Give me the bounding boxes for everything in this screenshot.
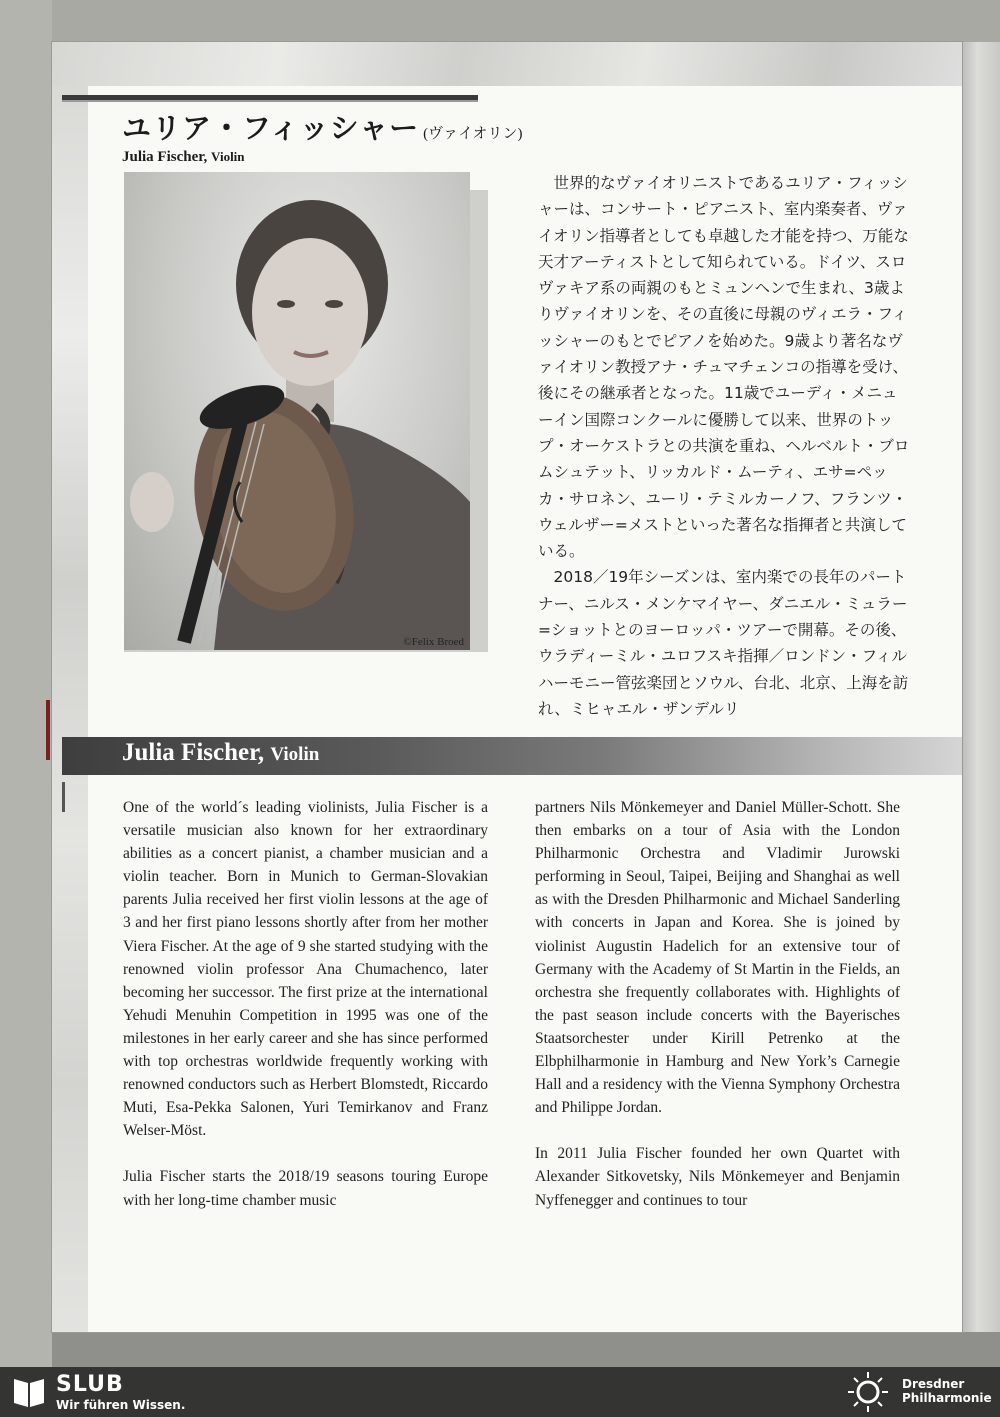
scan-background-top <box>0 0 1000 42</box>
slub-tagline: Wir führen Wissen. <box>56 1398 186 1412</box>
philharmonie-logo-icon <box>840 1370 896 1414</box>
biography-en-paragraph-1: One of the world´s leading violinists, Julia Fischer is a versatile musician also known for her extraordinary abilities as a concert pianist, a chamber musician and a violin teacher. Born in Munich to German-Slovakian parents Julia received her first violin lessons at the age of 3 and her first piano lessons shortly after from her mother Viera Fischer. At the age of 9 she started studying with the renowned violin professor Ana Chumachenco, later becoming her successor. The first prize at the international Yehudi Menuhin Competition in 1995 was one of the milestones in her early career and she has since performed with top orchestras worldwide frequently working with renowned conductors such as Herbert Blomstedt, Riccardo Muti, Esa-Pekka Salonen, Yuri Temirkanov and Franz Welser-Möst. <box>123 799 488 1140</box>
biography-en-paragraph-3: partners Nils Mönkemeyer and Daniel Müller-Schott. She then embarks on a tour of Asia with the London Philharmonic Orchestra and Vladimir Jurowski performing in Seoul, Taipei, Beijing and Shanghai as well as with the Dresden Philharmonic and Michael Sanderling with concerts in Japan and Korea. She is joined by violinist Augustin Hadelich for an extensive tour of Germany with the Academy of St Martin in the Fields, an orchestra she frequently collaborates with. Highlights of the past season include concerts with the Bayerisches Staatsorchester under Kirill Petrenko at the Elbphilharmonie in Hamburg and New York’s Carnegie Hall and a residency with the Vienna Symphony Orchestra and Philippe Jordan. <box>535 799 900 1117</box>
biography-en-left-column <box>123 796 488 1235</box>
portrait-illustration <box>124 172 470 650</box>
partner-name-line-2: Philharmonie <box>902 1391 992 1405</box>
biography-jp-paragraph-2: 2018／19年シーズンは、室内楽での長年のパートナー、ニルス・メンケマイヤー、ダニエル・ミュラー=ショットとのヨーロッパ・ツアーで開幕。その後、ウラディーミル・ユロフスキ指揮／ロンドン・フィルハーモニー管弦楽団とソウル、台北、北京、上海を訪れ、ミヒャエル・ザンデルリ <box>538 568 909 718</box>
photo-credit: ©Felix Broed <box>403 636 464 648</box>
section-heading-en <box>122 739 319 767</box>
subtitle-role: Violin <box>211 149 245 164</box>
page-subtitle-en <box>122 149 245 166</box>
marble-border-top <box>52 42 962 86</box>
section-heading-role: Violin <box>270 744 320 765</box>
partner-name-line-1: Dresdner <box>902 1377 965 1391</box>
marble-border-left <box>52 86 88 1332</box>
artist-photo <box>124 172 470 650</box>
biography-jp-paragraph-1: 世界的なヴァイオリニストであるユリア・フィッシャーは、コンサート・ピアニスト、室内楽奏者、ヴァイオリン指導者としても卓越した才能を持つ、万能な天才アーティストとして知られている。ドイツ、スロヴァキア系の両親のもとミュンヘンで生まれ、3歳よりヴァイオリンを、その直後に母親のヴィエラ・フィッシャーのもとでピアノを始めた。9歳より著名なヴァイオリン教授アナ・チュマチェンコの指導を受け、後にその継承者となった。11歳でユーディ・メニューイン国際コンクールに優勝して以来、世界のトップ・オーケストラとの共演を重ね、ヘルベルト・ブロムシュテット、リッカルド・ムーティ、エサ=ペッカ・サロネン、ユーリ・テミルカーノフ、フランツ・ウェルザー=メストといった著名な指揮者と共演している。 <box>538 174 910 561</box>
biography-en-paragraph-2: Julia Fischer starts the 2018/19 seasons touring Europe with her long-time chamber music <box>123 1168 488 1209</box>
section-heading-name: Julia Fischer, <box>122 739 265 766</box>
page-title-jp <box>122 106 523 147</box>
footer-bar <box>0 1367 1000 1417</box>
header-rule-shadow <box>62 100 478 102</box>
slub-logo-text: SLUB <box>56 1372 124 1397</box>
margin-mark <box>62 782 65 812</box>
biography-en-paragraph-4: In 2011 Julia Fischer founded her own Quartet with Alexander Sitkovetsky, Nils Mönkemeyer and Benjamin Nyffenegger and continues to tour <box>535 1145 900 1209</box>
adjacent-page-edge <box>962 42 1000 1332</box>
biography-jp <box>538 170 910 722</box>
title-jp-subtitle: (ヴァイオリン) <box>423 126 523 142</box>
biography-en-right-column <box>535 796 900 1235</box>
scan-background-left <box>0 0 52 1367</box>
partner-name <box>902 1377 992 1405</box>
bookmark-strip <box>46 700 50 760</box>
subtitle-name: Julia Fischer, <box>122 149 208 165</box>
book-icon <box>12 1375 46 1409</box>
title-jp-text: ユリア・フィッシャー <box>122 113 420 145</box>
